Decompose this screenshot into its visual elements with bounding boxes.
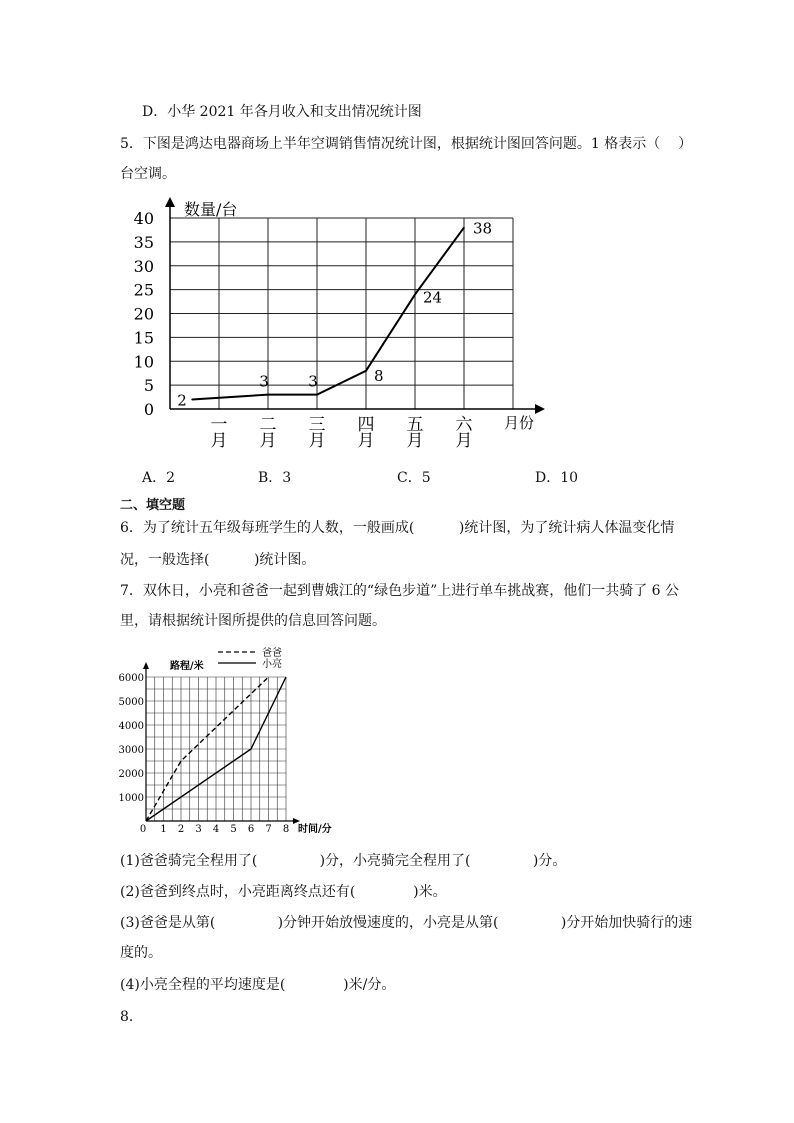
chart2-y-ticks — [119, 673, 144, 804]
chart1-y-tick-label: 40 — [133, 209, 154, 228]
chart2-y-axis-arrow — [143, 662, 149, 669]
section-title: 二、填空题 — [120, 498, 186, 513]
chart1-y-tick-label: 25 — [133, 280, 154, 300]
chart2-x-tick-label: 4 — [212, 824, 220, 835]
chart1-data-label: 8 — [374, 366, 384, 385]
q7-text-line2: 里，请根据统计图所提供的信息回答问题。 — [120, 613, 386, 629]
chart1-x-tick-label-top: 六 — [455, 415, 473, 435]
chart1-y-tick-label: 15 — [133, 328, 154, 348]
chart2-axes — [143, 662, 300, 824]
chart1-x-axis-arrow — [535, 404, 545, 414]
chart1-data-labels — [177, 220, 492, 410]
chart2-x-tick-label: 5 — [230, 824, 237, 835]
chart1-data-point — [191, 399, 193, 401]
q7-text-line1: 7．双休日，小亮和爸爸一起到曹娥江的“绿色步道”上进行单车挑战赛，他们一共骑了 6 公 — [120, 583, 680, 599]
chart2-x-tick-label: 8 — [282, 824, 290, 835]
chart1-data-label: 2 — [177, 391, 187, 410]
chart1-data-point — [365, 370, 367, 372]
chart2-y-tick-label: 2000 — [118, 769, 144, 780]
q5-option-b: B．3 — [258, 470, 292, 486]
chart1-x-tick-label-bottom: 月 — [406, 431, 424, 451]
q6-text-line2: 况，一般选择( )统计图。 — [120, 552, 316, 568]
chart1-y-axis-arrow — [165, 197, 175, 207]
chart2-y-axis-title: 路程/米 — [170, 661, 204, 672]
chart2-x-tick-label: 0 — [139, 824, 147, 835]
chart1-data-point — [414, 294, 416, 296]
chart2-y-tick-label: 1000 — [118, 793, 144, 804]
q7-sub3-line1: (3)爸爸是从第( )分钟开始放慢速度的，小亮是从第( )分开始加快骑行的速 — [120, 915, 693, 931]
chart1-y-tick-label: 10 — [133, 352, 154, 372]
chart1-x-tick-label-bottom: 月 — [357, 431, 375, 451]
chart1-x-tick-label-bottom: 月 — [210, 431, 228, 451]
chart2-legend — [218, 647, 282, 670]
chart2-x-tick-label: 2 — [177, 824, 185, 835]
chart1-x-axis-title: 月份 — [504, 414, 535, 432]
q5-text-line1: 5．下图是鸿达电器商场上半年空调销售情况统计图，根据统计图回答问题。1 格表示（ ） — [120, 136, 693, 152]
q7-sub1: (1)爸爸骑完全程用了( )分，小亮骑完全程用了( )分。 — [120, 853, 567, 869]
chart2-grid — [146, 677, 286, 821]
chart2-legend-label: 小亮 — [262, 659, 282, 670]
chart2-x-ticks — [140, 824, 289, 835]
chart2-y-tick-label: 4000 — [118, 721, 144, 732]
chart1-y-tick-label: 5 — [143, 376, 154, 396]
chart2-y-tick-label: 5000 — [118, 697, 144, 708]
q5-option-c: C．5 — [397, 470, 431, 486]
chart1-grid — [170, 218, 513, 409]
chart1-x-tick-label-top: 四 — [357, 415, 375, 435]
q4-option-d: D．小华 2021 年各月收入和支出情况统计图 — [142, 104, 422, 120]
chart1-x-ticks — [211, 415, 474, 451]
chart1-x-tick-label-bottom: 月 — [308, 431, 326, 451]
q6-text-line1: 6．为了统计五年级每班学生的人数，一般画成( )统计图，为了统计病人体温变化情 — [120, 520, 675, 536]
chart2-x-tick-label: 7 — [265, 824, 272, 835]
chart1-data-label: 24 — [423, 288, 443, 307]
chart2-y-tick-label: 3000 — [118, 745, 144, 756]
chart1-x-tick-label-bottom: 月 — [455, 431, 473, 451]
chart2-legend-label: 爸爸 — [262, 648, 282, 659]
chart2-x-tick-label: 1 — [160, 824, 167, 835]
chart1-y-tick-label: 0 — [143, 400, 154, 419]
chart2-x-axis-title: 时间/分 — [298, 824, 332, 835]
chart2-x-tick-label: 6 — [247, 824, 255, 835]
chart1-data-point — [267, 394, 269, 396]
chart1-x-tick-label-bottom: 月 — [259, 431, 277, 451]
chart1-data-label: 3 — [308, 372, 318, 391]
q5-option-d: D．10 — [535, 470, 579, 486]
chart1-x-tick-label-top: 三 — [308, 415, 326, 435]
chart1-y-ticks — [134, 209, 154, 419]
q5-option-a: A．2 — [142, 470, 176, 486]
chart1-data-point — [316, 394, 318, 396]
q7-sub2: (2)爸爸到终点时，小亮距离终点还有( )米。 — [120, 884, 447, 900]
chart1-y-tick-label: 30 — [133, 256, 154, 276]
chart1-y-tick-label: 35 — [133, 232, 154, 252]
chart2-x-tick-label: 3 — [195, 824, 202, 835]
chart1-y-tick-label: 20 — [133, 304, 154, 324]
q7-sub3-line2: 度的。 — [120, 945, 162, 961]
chart1-x-tick-label-top: 五 — [406, 415, 424, 435]
q7-sub4: (4)小亮全程的平均速度是( )米/分。 — [120, 977, 396, 993]
chart1-data-label: 38 — [473, 219, 493, 238]
chart1-data-label: 3 — [259, 372, 269, 391]
chart2-y-tick-label: 6000 — [118, 673, 144, 684]
chart1-x-tick-label-top: 二 — [259, 415, 277, 435]
chart1-data-point — [463, 227, 465, 229]
q5-text-line2: 台空调。 — [120, 166, 176, 182]
chart1-y-axis-title: 数量/台 — [184, 200, 238, 219]
q7-distance-time-chart — [114, 643, 350, 837]
q8-label: 8． — [120, 1009, 143, 1025]
chart1-x-tick-label-top: 一 — [210, 415, 228, 435]
q5-sales-line-chart — [130, 190, 550, 460]
